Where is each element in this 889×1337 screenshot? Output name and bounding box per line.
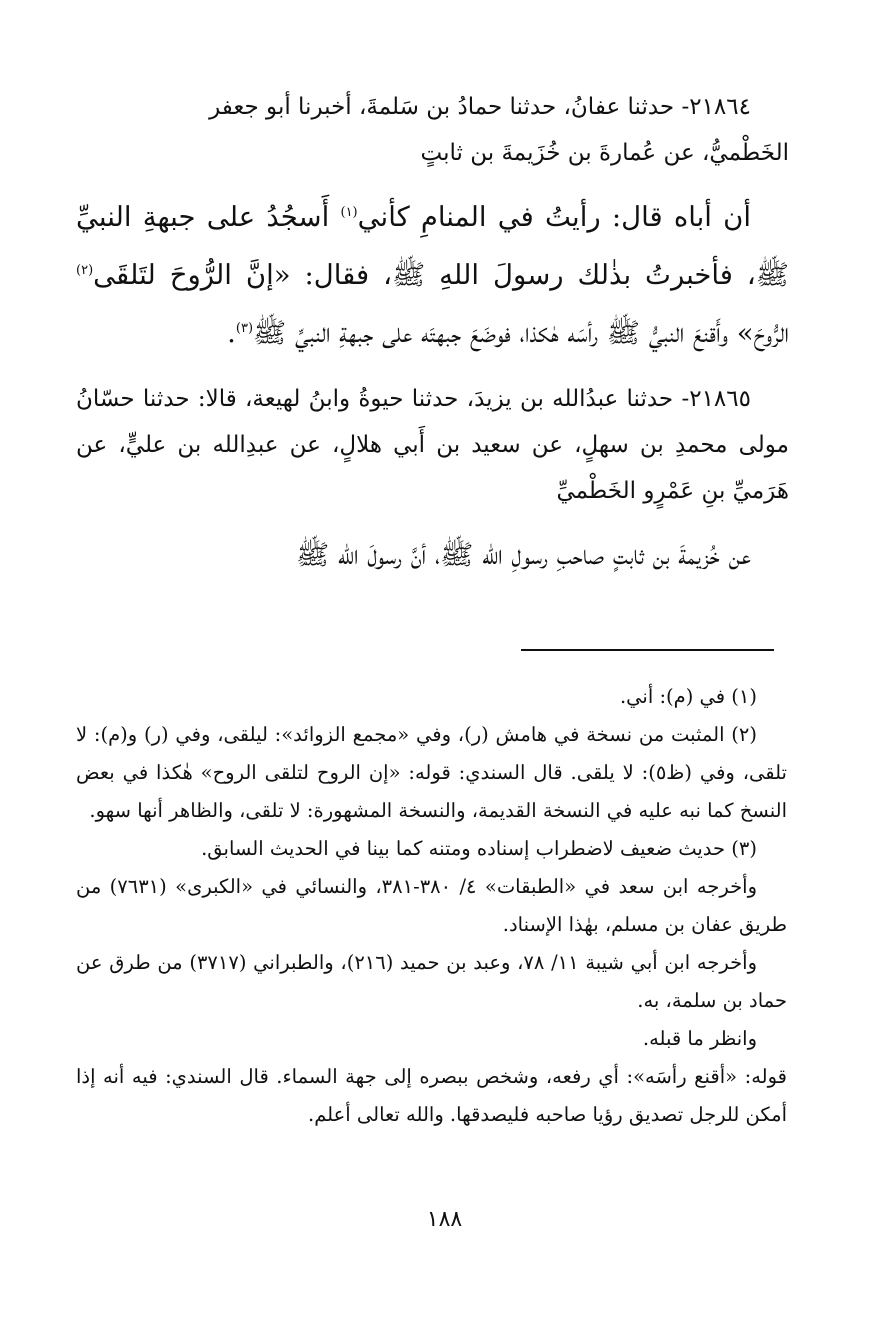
footnote-3-commentary: قوله: «أقنع رأسَه»: أي رفعه، وشخص ببصره إلى جهة السماء. قال السندي: فيه أنه إذا أمكن للرجل تصديق رؤيا صاحبه فليصدقها. والله تعالى أعلم. bbox=[76, 1065, 787, 1126]
hadith-21865-isnad bbox=[76, 376, 789, 514]
footnote-ref-1[interactable]: (١) bbox=[340, 204, 358, 220]
footnote-1: (١) في (م): أني. bbox=[619, 685, 757, 708]
isnad-line-1: ٢١٨٦٤- حدثنا عفانُ، حدثنا حمادُ بن سَلمةَ، أخبرنا أبو جعفر bbox=[209, 94, 751, 120]
footnote-2: (٢) المثبت من نسخة في هامش (ر)، وفي «مجمع الزوائد»: ليلقى، وفي (ر) و(م): لا تلقى، وفي (ظ٥): لا يلقى. قال السندي: قوله: «إن الروح لتلقى الروح» هٰكذا في بعض النسخ كما نبه عليه في النسخة القديمة، والنسخة المشهورة: لا تلقى، والظاهر أنها سهو. bbox=[76, 723, 787, 822]
footnote-ref-2[interactable]: (٢) bbox=[76, 262, 94, 278]
matn-21865-text: عن خُزيمةَ بن ثابتٍ صاحبِ رسولِ الله ﷺ، أنَّ رسولَ الله ﷺ bbox=[295, 539, 751, 571]
hadith-21865-matn bbox=[76, 526, 789, 584]
footnote-3-source-2: وأخرجه ابن أبي شيبة ١١/ ٧٨، وعبد بن حميد (٢١٦)، والطبراني (٣٧١٧) من طرق عن حماد بن سلمة، به. bbox=[76, 951, 787, 1012]
isnad-line-2: الخَطْميُّ، عن عُمارةَ بن خُزَيمةَ بن ثابتٍ bbox=[420, 140, 789, 166]
footnote-ref-3[interactable]: (٣) bbox=[235, 320, 254, 336]
page-number: ١٨٨ bbox=[426, 1207, 463, 1232]
footnote-divider bbox=[521, 649, 774, 651]
isnad-21865-text: ٢١٨٦٥- حدثنا عبدُالله بن يزيدَ، حدثنا حيوةُ وابنُ لهيعة، قالا: حدثنا حسّانُ مولى محمدِ بن سهلٍ، عن سعيد بن أَبي هلالٍ، عن عبدِالله بن عليٍّ، عن هَرَميِّ بنِ عَمْرٍو الخَطْميِّ bbox=[76, 386, 789, 504]
matn-text-3: الرُّوحَ» وأَقنعَ النبيُّ ﷺ رأسَه هٰكذا، فوضَعَ جبهتَه على جبهةِ النبيِّ ﷺ bbox=[253, 317, 789, 349]
matn-text-4: . bbox=[227, 317, 236, 349]
matn-text-1: أن أباه قال: رأيتُ في المنامِ كأني bbox=[357, 201, 751, 233]
footnote-3-source-1: وأخرجه ابن سعد في «الطبقات» ٤/ ٣٨٠-٣٨١، والنسائي في «الكبرى» (٧٦٣١) من طريق عفان بن مسلم، بهٰذا الإسناد. bbox=[76, 875, 787, 936]
footnote-3: (٣) حديث ضعيف لاضطراب إسناده ومتنه كما بينا في الحديث السابق. bbox=[201, 837, 757, 860]
matn-text-2: أَسجُدُ على جبهةِ النبيِّ ﷺ، فأخبرتُ بذٰلك رسولَ اللهِ ﷺ، فقال: «إنَّ الرُّوحَ لتَلقَى bbox=[76, 201, 789, 291]
footnote-3-see-also: وانظر ما قبله. bbox=[642, 1027, 757, 1050]
hadith-21864-matn bbox=[76, 188, 789, 362]
footnotes-section bbox=[76, 678, 787, 1134]
hadith-21864-isnad bbox=[76, 84, 789, 176]
main-text bbox=[76, 84, 789, 584]
